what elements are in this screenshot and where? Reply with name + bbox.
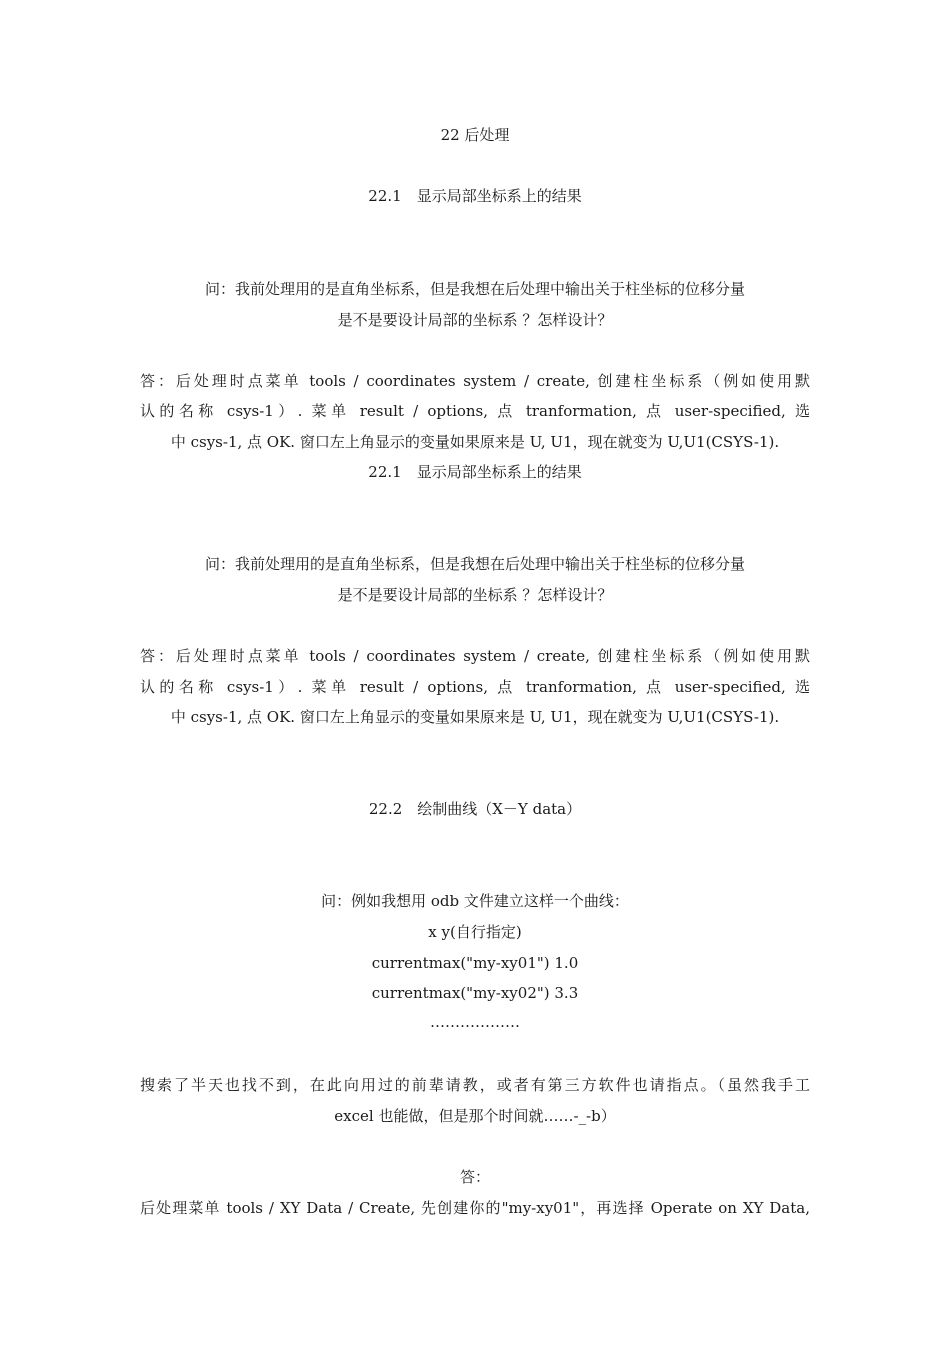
section-heading: 22.1 显示局部坐标系上的结果: [368, 187, 582, 205]
answer-label: 答：: [459, 1168, 490, 1186]
answer-line: 答：后处理时点菜单 tools / coordinates system / create, 创建柱坐标系（例如使用默: [140, 372, 810, 390]
paragraph-line: 搜索了半天也找不到，在此向用过的前辈请教，或者有第三方软件也请指点。（虽然我手工: [140, 1076, 810, 1094]
answer-line: 后处理菜单 tools / XY Data / Create, 先创建你的"my-xy01"，再选择 Operate on XY Data,: [140, 1199, 810, 1217]
answer-line: 认的名称 csys-1）. 菜单 result / options, 点 tranformation, 点 user-specified, 选: [140, 402, 810, 420]
question-line: 是不是要设计局部的坐标系 ？怎样设计？: [337, 586, 613, 604]
question-line: 是不是要设计局部的坐标系 ？怎样设计？: [337, 311, 613, 329]
question-line: 问：我前处理用的是直角坐标系，但是我想在后处理中输出关于柱坐标的位移分量: [204, 280, 745, 298]
paragraph-line: excel 也能做，但是那个时间就……-_-b）: [334, 1107, 616, 1125]
question-line: 问：例如我想用 odb 文件建立这样一个曲线：: [321, 892, 629, 910]
question-line: currentmax("my-xy02") 3.3: [371, 984, 579, 1002]
question-line: ………………: [430, 1013, 520, 1031]
answer-line: 中 csys-1, 点 OK. 窗口左上角显示的变量如果原来是 U, U1，现在就变为 U,U1(CSYS-1).: [170, 433, 780, 451]
question-line: currentmax("my-xy01") 1.0: [371, 954, 579, 972]
section-heading: 22.2 绘制曲线（X－Y data）: [368, 800, 582, 818]
answer-line: 认的名称 csys-1）. 菜单 result / options, 点 tranformation, 点 user-specified, 选: [140, 678, 810, 696]
answer-line: 中 csys-1, 点 OK. 窗口左上角显示的变量如果原来是 U, U1，现在就变为 U,U1(CSYS-1).: [170, 708, 780, 726]
chapter-title: 22 后处理: [440, 126, 510, 144]
question-line: x y(自行指定): [428, 923, 522, 941]
answer-line: 答：后处理时点菜单 tools / coordinates system / create, 创建柱坐标系（例如使用默: [140, 647, 810, 665]
section-heading: 22.1 显示局部坐标系上的结果: [368, 463, 582, 481]
question-line: 问：我前处理用的是直角坐标系，但是我想在后处理中输出关于柱坐标的位移分量: [204, 555, 745, 573]
